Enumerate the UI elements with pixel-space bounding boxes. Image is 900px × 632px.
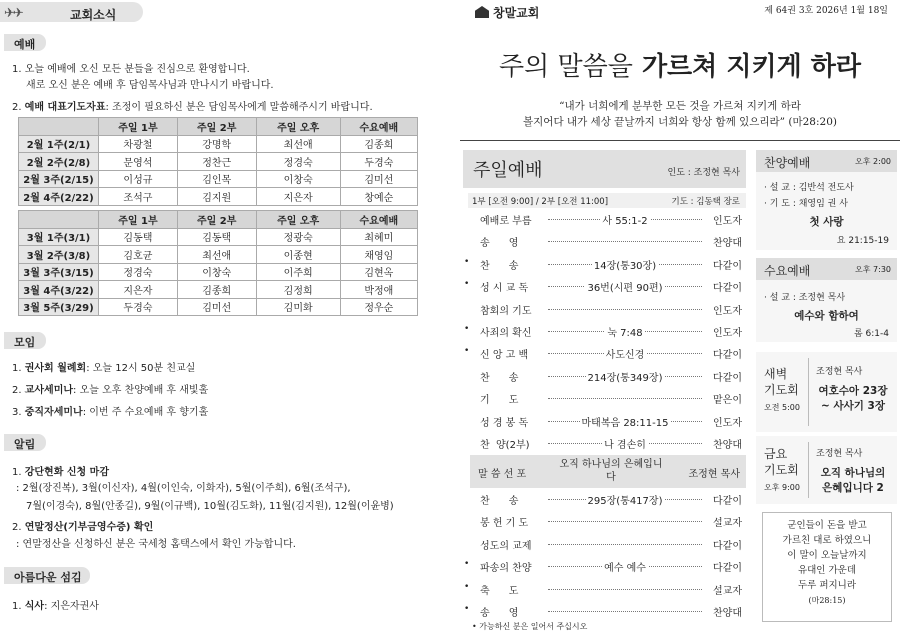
section-meeting: 모임 xyxy=(4,332,46,349)
sermon-title: 오직 하나님의 은혜입니다 xyxy=(559,459,663,483)
worship-order-item: • 축 도 설교자 xyxy=(464,581,742,597)
worship-order-item: 기 도 맡은이 xyxy=(480,395,742,407)
issue-info: 제 64권 3호 2026년 1월 18일 xyxy=(764,6,888,16)
news-header xyxy=(0,2,143,22)
worship-order-item: 찬 송 214장(통349장) 다같이 xyxy=(480,372,742,384)
divider xyxy=(460,140,900,141)
worship-order-item: • 사죄의 확신 눅 7:48 인도자 xyxy=(464,324,742,339)
table-row: 3월 4주(3/22) 지은자 김종희 김정희 박정애 xyxy=(19,281,418,299)
section-service: 아름다운 섬김 xyxy=(4,567,90,584)
prayer-schedule-feb: 주일 1부 주일 2부 주일 오후 수요예배 2월 1주(2/1) 차광철 강명학 최선애 김종희 2월 2주(2/8) 문영석 정찬근 정경숙 두경숙 2월 3주(2/15) 이성규 김인목 이창숙 김미선 2월 4주(2/22) 조석구 김지원 지은자 창예순 xyxy=(18,117,418,206)
section-worship: 예배 xyxy=(4,34,46,51)
worship-order-item: 참회의 기도 인도자 xyxy=(480,305,742,317)
notice-line-1b: 7월(이경숙), 8월(안종길), 9월(이규백), 10월(김도화), 11월(김지원), 12월(이윤병) xyxy=(26,501,394,512)
table-row: 3월 5주(3/29) 두경숙 김미선 김미화 정우순 xyxy=(19,298,418,316)
praise-worship-box: 찬양예배 오후 2:00 · 설 교 : 김반석 전도사 · 기 도 : 채영임 권 사 첫 사랑 요 21:15-19 xyxy=(756,150,897,250)
standing-note: • 가능하신 분은 일어서 주십시오 xyxy=(472,622,588,631)
notice-line-2: 2. 연말정산(기부금영수증) 확인 xyxy=(12,522,154,533)
worship-order-item: 예배로 부름 사 55:1-2 인도자 xyxy=(480,216,742,227)
dawn-prayer-box: 새벽 기도회 오전 5:00 조정현 목사 여호수아 23장 ~ 사사기 3장 xyxy=(756,352,897,432)
worship-order-item: 찬 양(2부) 나 겸손히 찬양대 xyxy=(480,440,742,451)
worship-line-2: 2. 예배 대표기도자표: 조정이 필요하신 분은 담임목사에게 말씀해주시기 바랍니다. xyxy=(12,102,373,113)
wednesday-worship-box: 수요예배 오후 7:30 · 설 교 : 조정현 목사 예수와 함하여 롬 6:1-4 xyxy=(756,258,897,342)
worship-order-item: • 찬 송 14장(통30장) 다같이 xyxy=(464,256,742,272)
table-row: 2월 3주(2/15) 이성규 김인목 이창숙 김미선 xyxy=(19,170,418,188)
service-times: 1부 [오전 9:00] / 2부 [오전 11:00] 기도 : 김동택 장로 xyxy=(468,193,746,208)
worship-order-item: 성 경 봉 독 마태복음 28:11-15 인도자 xyxy=(480,417,742,429)
sunday-worship-title: 주일예배 xyxy=(473,160,543,181)
dove-icon: ✈✈ xyxy=(4,6,22,21)
church-name: 창말교회 xyxy=(475,4,539,21)
meeting-line-2: 2. 교사세미나: 오늘 오후 찬양예배 후 새빛홀 xyxy=(12,385,209,396)
table-row: 2월 2주(2/8) 문영석 정찬근 정경숙 두경숙 xyxy=(19,153,418,171)
notice-line-1: 1. 강단현화 신청 마감 xyxy=(12,467,109,478)
worship-order-item: • 성 시 교 독 36번(시편 90편) 다같이 xyxy=(464,279,742,295)
worship-order-item: • 신 앙 고 백 사도신경 다같이 xyxy=(464,346,742,362)
table-row: 3월 2주(3/8) 김호균 최선애 이종현 채영임 xyxy=(19,246,418,264)
table-row: 2월 4주(2/22) 조석구 김지원 지은자 창예순 xyxy=(19,188,418,206)
news-title: 교회소식 xyxy=(70,8,117,22)
worship-order-item: 송 영 찬양대 xyxy=(480,238,742,250)
news-page xyxy=(0,0,440,632)
worship-order-item: 봉 헌 기 도 설교자 xyxy=(480,518,742,530)
bulletin-page xyxy=(460,0,900,632)
theme-verse-1: “내가 너희에게 분부한 모든 것을 가르쳐 지키게 하라 xyxy=(559,100,801,112)
table-row: 3월 3주(3/15) 정경숙 이창숙 이주희 김현옥 xyxy=(19,263,418,281)
annual-theme: 주의 말씀을 가르쳐 지키게 하라 xyxy=(499,52,861,82)
worship-order-item: 성도의 교제 다같이 xyxy=(480,540,742,552)
table-row: 3월 1주(3/1) 김동택 김동택 정광숙 최혜미 xyxy=(19,228,418,246)
friday-prayer-box: 금요 기도회 오후 9:00 조정현 목사 오직 하나님의 은혜입니다 2 xyxy=(756,436,897,504)
notice-line-2a: : 연말정산을 신청하신 분은 국세청 홈택스에서 확인 가능합니다. xyxy=(16,539,296,550)
notice-line-1a: : 2월(장진복), 3월(이신자), 4월(이인숙, 이화자), 5월(이주희), 6월(조석구), xyxy=(16,483,351,494)
meeting-line-3: 3. 중직자세미나: 이번 주 수요예배 후 향기홀 xyxy=(12,407,209,418)
table-row: 2월 1주(2/1) 차광철 강명학 최선애 김종희 xyxy=(19,135,418,153)
worship-order-item: • 파송의 찬양 예수 예수 다같이 xyxy=(464,559,742,575)
sunday-worship-header xyxy=(463,150,746,188)
theme-verse-2: 볼지어다 내가 세상 끝날까지 너희와 항상 함께 있으리라” (마28:20) xyxy=(523,116,837,128)
worship-order-item: • 송 영 찬양대 xyxy=(464,604,742,619)
prayer-schedule-mar: 주일 1부 주일 2부 주일 오후 수요예배 3월 1주(3/1) 김동택 김동택 정광숙 최혜미 3월 2주(3/8) 김호균 최선애 이종현 채영임 3월 3주(3/15) 정경숙 이창숙 이주희 김현옥 3월 4주(3/22) 지은자 김종희 김정희 박정애 3월 5주(3/29) 두경숙 김미선 김미화 정우순 xyxy=(18,210,418,316)
verse-box: 군인들이 돈을 받고 가르친 대로 하였으니 이 말이 오늘날까지 유대인 가운데 두루 퍼지니라 (마28:15) xyxy=(762,512,892,622)
sunday-leader: 인도 : 조정현 목사 xyxy=(667,168,740,178)
worship-order-item: 찬 송 295장(통417장) 다같이 xyxy=(480,496,742,507)
meeting-line-1: 1. 권사회 월례회: 오늘 12시 50분 친교실 xyxy=(12,363,196,374)
section-notice: 알림 xyxy=(4,434,46,451)
worship-line-1: 1. 오늘 예배에 오신 모든 분들을 진심으로 환영합니다. xyxy=(12,64,250,75)
prayer-leader: 기도 : 김동택 장로 xyxy=(671,197,740,207)
sermon-row: 말 씀 선 포 오직 하나님의 은혜입니다 조정현 목사 xyxy=(470,455,746,488)
church-logo-icon xyxy=(475,6,489,18)
service-line-1: 1. 식사: 지은자권사 xyxy=(12,601,99,612)
worship-line-1b: 새로 오신 분은 예배 후 담임목사님과 만나시기 바랍니다. xyxy=(26,80,274,91)
